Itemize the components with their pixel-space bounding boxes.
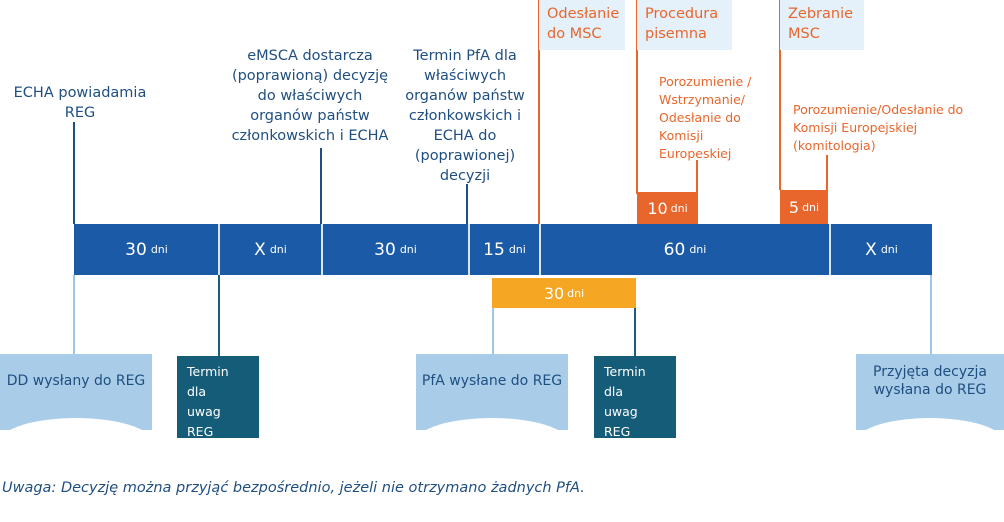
connector-emsca [320,148,322,224]
timeline-segment: 30 dni [374,239,417,260]
label-pfa-deadline: Termin PfA dla właściwych organów państw członkowskich i ECHA do (poprawionej) decyzji [405,48,525,184]
comments-days-bar: 30 dni [492,278,636,308]
connector-pfa-sent [492,308,494,355]
doc-dd-sent [0,354,152,430]
box-reg-comments-pfa: Termin dla uwag REG do PfA [594,356,676,438]
doc-decision-sent-label: Przyjęta decyzja wysłana do REG [873,364,987,398]
connector-reg-comments-dd [218,275,220,357]
connector-reg-comments-pfa [634,308,636,357]
connector-dd-sent [73,275,75,355]
label-agreement-written: Porozumienie / Wstrzymanie/ Odesłanie do Komisji Europeskiej [659,74,752,161]
label-agreement-meeting: Porozumienie/Odesłanie do Komisji Europejskiej (komitologia) [793,102,964,153]
doc-pfa-sent-label: PfA wysłane do REG [421,373,563,389]
timeline-segment: 30 dni [125,239,168,260]
doc-dd-sent-label: DD wysłany do REG [6,373,146,389]
label-written-procedure: Procedura pisemna [637,0,732,50]
label-echa-notifies: ECHA powiadamia REG [13,85,147,121]
footnote: Uwaga: Decyzję można przyjąć bezpośrednio, jeżeli nie otrzymano żadnych PfA. [2,480,585,496]
doc-decision-sent [856,354,1004,430]
written-days-box: 10 dni [637,192,698,224]
label-msc-meeting: Zebranie MSC [780,0,864,50]
connector-echa [73,122,75,224]
timeline-segment: X dni [254,239,287,260]
connector-pfa-deadline [466,184,468,224]
connector-written-agreement [696,160,698,194]
timeline-segment: 60 dni [663,239,707,260]
box-reg-comments-dd: Termin dla uwag REG do DD [177,356,259,438]
timeline-segment: X dni [865,239,898,260]
label-emsca-delivers: eMSCA dostarcza (poprawioną) decyzję do właściwych organów państw członkowskich i ECHA [231,48,389,144]
doc-pfa-sent [416,354,568,430]
meeting-days-box: 5 dni [780,190,828,224]
label-msc-referral: Odesłanie do MSC [539,0,625,50]
connector-meeting-agreement [826,155,828,190]
timeline-segment: 15 dni [483,239,526,260]
connector-decision-sent [930,275,932,355]
